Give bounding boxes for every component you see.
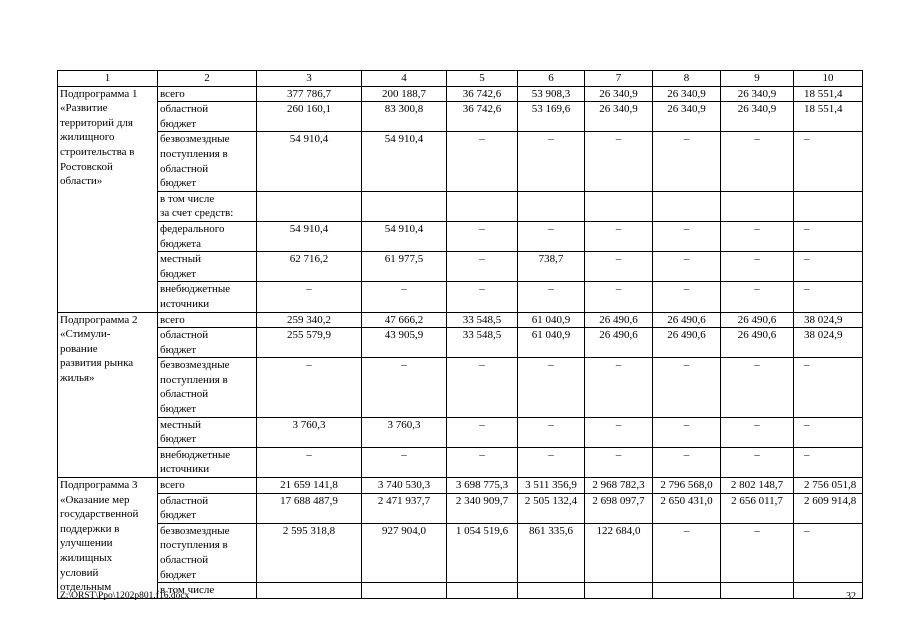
amount-cell: 861 335,6 xyxy=(518,523,585,582)
funding-source-line: внебюджетные xyxy=(160,448,231,461)
amount-cell: – xyxy=(585,447,653,477)
amount-cell: – xyxy=(721,447,794,477)
program-name-line: «Оказание мер xyxy=(60,493,130,506)
program-name-line: строительства в xyxy=(60,145,135,158)
funding-source-cell xyxy=(158,221,257,251)
amount-cell xyxy=(585,191,653,221)
amount-cell: 122 684,0 xyxy=(585,523,653,582)
table-row xyxy=(58,328,863,358)
amount-cell: 26 340,9 xyxy=(653,86,721,102)
table-row xyxy=(58,132,863,191)
amount-cell: – xyxy=(585,132,653,191)
amount-cell: 53 908,3 xyxy=(518,86,585,102)
amount-cell: 17 688 487,9 xyxy=(257,493,362,523)
amount-cell: – xyxy=(257,358,362,417)
amount-cell: 26 340,9 xyxy=(585,102,653,132)
amount-cell: – xyxy=(794,221,863,251)
amount-cell: – xyxy=(585,417,653,447)
program-name-line: области» xyxy=(60,175,103,188)
column-number: 7 xyxy=(585,71,653,87)
amount-cell: 26 340,9 xyxy=(721,86,794,102)
column-number: 2 xyxy=(158,71,257,87)
amount-cell xyxy=(257,191,362,221)
table-row xyxy=(58,191,863,221)
amount-cell: 2 595 318,8 xyxy=(257,523,362,582)
table-row xyxy=(58,312,863,328)
funding-source-line: поступления в xyxy=(160,373,228,386)
amount-cell: 26 490,6 xyxy=(585,312,653,328)
amount-cell: – xyxy=(653,417,721,447)
table-row xyxy=(58,493,863,523)
amount-cell: – xyxy=(721,358,794,417)
funding-source-line: безвозмездные xyxy=(160,524,230,537)
column-number: 1 xyxy=(58,71,158,87)
amount-cell: – xyxy=(362,282,447,312)
amount-cell: – xyxy=(794,132,863,191)
amount-cell: 54 910,4 xyxy=(257,132,362,191)
amount-cell: 26 490,6 xyxy=(653,328,721,358)
amount-cell: 33 548,5 xyxy=(447,328,518,358)
amount-cell: 3 760,3 xyxy=(257,417,362,447)
funding-source-line: бюджет xyxy=(160,177,196,190)
amount-cell: – xyxy=(585,282,653,312)
amount-cell: 21 659 141,8 xyxy=(257,478,362,494)
funding-source-cell xyxy=(158,478,257,494)
program-name-line: жилищных xyxy=(60,552,113,565)
amount-cell: 3 698 775,3 xyxy=(447,478,518,494)
amount-cell: 36 742,6 xyxy=(447,86,518,102)
funding-source-cell xyxy=(158,523,257,582)
program-name-line: «Стимули- xyxy=(60,328,111,341)
amount-cell xyxy=(447,583,518,599)
file-path-footer: Z:\ORST\Ppo\1202p801.f16.docx xyxy=(60,591,190,601)
amount-cell: 927 904,0 xyxy=(362,523,447,582)
funding-source-line: местный xyxy=(160,418,201,431)
budget-table xyxy=(57,70,863,599)
column-number: 4 xyxy=(362,71,447,87)
funding-source-line: безвозмездные xyxy=(160,359,230,372)
funding-source-line: всего xyxy=(160,87,185,100)
amount-cell: 61 040,9 xyxy=(518,312,585,328)
funding-source-cell xyxy=(158,447,257,477)
amount-cell: – xyxy=(447,132,518,191)
amount-cell: 54 910,4 xyxy=(362,132,447,191)
table-row xyxy=(58,417,863,447)
amount-cell: 2 609 914,8 xyxy=(794,493,863,523)
page-number: 32 xyxy=(846,591,856,602)
funding-source-line: областной xyxy=(160,494,209,507)
table-row xyxy=(58,358,863,417)
amount-cell: – xyxy=(447,221,518,251)
funding-source-line: источники xyxy=(160,463,210,476)
amount-cell: – xyxy=(794,252,863,282)
amount-cell: 2 505 132,4 xyxy=(518,493,585,523)
amount-cell: – xyxy=(653,523,721,582)
amount-cell: – xyxy=(794,447,863,477)
funding-source-line: федерального xyxy=(160,222,225,235)
program-name-line: жилья» xyxy=(60,371,95,384)
funding-source-cell xyxy=(158,86,257,102)
amount-cell: – xyxy=(518,132,585,191)
amount-cell: – xyxy=(653,221,721,251)
amount-cell: – xyxy=(518,417,585,447)
amount-cell: 26 490,6 xyxy=(721,312,794,328)
amount-cell: – xyxy=(794,282,863,312)
amount-cell: 3 740 530,3 xyxy=(362,478,447,494)
column-number: 3 xyxy=(257,71,362,87)
amount-cell: 1 054 519,6 xyxy=(447,523,518,582)
amount-cell: – xyxy=(447,447,518,477)
amount-cell: 18 551,4 xyxy=(794,102,863,132)
program-name-line: жилищного xyxy=(60,131,115,144)
amount-cell: 26 490,6 xyxy=(585,328,653,358)
amount-cell: – xyxy=(721,252,794,282)
funding-source-cell xyxy=(158,328,257,358)
table-row xyxy=(58,523,863,582)
amount-cell: 200 188,7 xyxy=(362,86,447,102)
table-row xyxy=(58,252,863,282)
program-name-cell xyxy=(58,312,158,478)
program-name-line: условий xyxy=(60,566,99,579)
program-name-line: Ростовской xyxy=(60,160,113,173)
funding-source-line: всего xyxy=(160,313,185,326)
amount-cell: – xyxy=(585,221,653,251)
amount-cell: 2 656 011,7 xyxy=(721,493,794,523)
amount-cell: 2 968 782,3 xyxy=(585,478,653,494)
amount-cell: 2 796 568,0 xyxy=(653,478,721,494)
amount-cell: – xyxy=(447,358,518,417)
amount-cell xyxy=(447,191,518,221)
column-number: 10 xyxy=(794,71,863,87)
funding-source-line: бюджет xyxy=(160,568,196,581)
amount-cell: – xyxy=(257,282,362,312)
funding-source-line: областной xyxy=(160,103,209,116)
amount-cell: 26 490,6 xyxy=(653,312,721,328)
amount-cell: – xyxy=(794,417,863,447)
funding-source-cell xyxy=(158,312,257,328)
amount-cell: 38 024,9 xyxy=(794,312,863,328)
amount-cell xyxy=(362,583,447,599)
amount-cell: 26 340,9 xyxy=(585,86,653,102)
amount-cell xyxy=(653,191,721,221)
program-name-line: поддержки в xyxy=(60,522,120,535)
funding-source-line: в том числе xyxy=(160,192,215,205)
program-name-line: улучшении xyxy=(60,537,113,550)
amount-cell: – xyxy=(447,282,518,312)
funding-source-line: бюджет xyxy=(160,117,196,130)
amount-cell: – xyxy=(653,358,721,417)
funding-source-line: поступления в xyxy=(160,539,228,552)
amount-cell: – xyxy=(794,523,863,582)
funding-source-cell xyxy=(158,191,257,221)
program-name-line: развития рынка xyxy=(60,357,134,370)
funding-source-cell xyxy=(158,252,257,282)
table-row xyxy=(58,86,863,102)
amount-cell: 61 977,5 xyxy=(362,252,447,282)
funding-source-cell xyxy=(158,282,257,312)
funding-source-line: областной xyxy=(160,388,209,401)
amount-cell: – xyxy=(447,252,518,282)
amount-cell: – xyxy=(518,221,585,251)
funding-source-line: бюджет xyxy=(160,403,196,416)
funding-source-line: источники xyxy=(160,297,210,310)
amount-cell: 2 802 148,7 xyxy=(721,478,794,494)
amount-cell xyxy=(794,191,863,221)
funding-source-line: за счет средств: xyxy=(160,207,234,220)
funding-source-cell xyxy=(158,358,257,417)
program-name-line: Подпрограмма 2 xyxy=(60,313,138,326)
amount-cell: – xyxy=(794,358,863,417)
amount-cell: 61 040,9 xyxy=(518,328,585,358)
amount-cell: 2 471 937,7 xyxy=(362,493,447,523)
amount-cell xyxy=(257,583,362,599)
column-number: 8 xyxy=(653,71,721,87)
amount-cell: 38 024,9 xyxy=(794,328,863,358)
program-name-line: Подпрограмма 1 xyxy=(60,87,138,100)
funding-source-cell xyxy=(158,417,257,447)
amount-cell: – xyxy=(362,358,447,417)
funding-source-line: бюджет xyxy=(160,433,196,446)
column-number: 6 xyxy=(518,71,585,87)
amount-cell: 260 160,1 xyxy=(257,102,362,132)
amount-cell: 36 742,6 xyxy=(447,102,518,132)
amount-cell: – xyxy=(653,132,721,191)
funding-source-line: бюджет xyxy=(160,267,196,280)
funding-source-line: бюджет xyxy=(160,343,196,356)
funding-source-line: поступления в xyxy=(160,147,228,160)
funding-source-line: бюджет xyxy=(160,509,196,522)
amount-cell: 3 760,3 xyxy=(362,417,447,447)
amount-cell: 62 716,2 xyxy=(257,252,362,282)
amount-cell: 2 698 097,7 xyxy=(585,493,653,523)
column-number: 9 xyxy=(721,71,794,87)
funding-source-line: в том числе xyxy=(160,584,215,597)
column-number: 5 xyxy=(447,71,518,87)
amount-cell: – xyxy=(518,282,585,312)
amount-cell: – xyxy=(653,447,721,477)
program-name-line: рование xyxy=(60,342,98,355)
amount-cell xyxy=(653,583,721,599)
amount-cell xyxy=(518,191,585,221)
funding-source-cell xyxy=(158,493,257,523)
amount-cell xyxy=(518,583,585,599)
amount-cell: 18 551,4 xyxy=(794,86,863,102)
funding-source-line: всего xyxy=(160,479,185,492)
amount-cell: – xyxy=(257,447,362,477)
program-name-line: территорий для xyxy=(60,116,133,129)
table-row xyxy=(58,221,863,251)
amount-cell: – xyxy=(721,221,794,251)
funding-source-line: областной xyxy=(160,162,209,175)
amount-cell: – xyxy=(721,282,794,312)
funding-source-cell xyxy=(158,132,257,191)
amount-cell: 33 548,5 xyxy=(447,312,518,328)
program-name-cell xyxy=(58,478,158,599)
funding-source-line: областной xyxy=(160,554,209,567)
amount-cell: 738,7 xyxy=(518,252,585,282)
amount-cell: 54 910,4 xyxy=(257,221,362,251)
table-row xyxy=(58,478,863,494)
amount-cell: 26 490,6 xyxy=(721,328,794,358)
amount-cell xyxy=(362,191,447,221)
amount-cell: 2 340 909,7 xyxy=(447,493,518,523)
amount-cell: – xyxy=(721,523,794,582)
amount-cell: 83 300,8 xyxy=(362,102,447,132)
amount-cell: – xyxy=(653,252,721,282)
amount-cell: 26 340,9 xyxy=(721,102,794,132)
amount-cell xyxy=(585,583,653,599)
amount-cell: 53 169,6 xyxy=(518,102,585,132)
program-name-line: отдельным xyxy=(60,581,112,594)
amount-cell: 2 756 051,8 xyxy=(794,478,863,494)
funding-source-line: внебюджетные xyxy=(160,283,231,296)
amount-cell: – xyxy=(447,417,518,447)
funding-source-cell xyxy=(158,102,257,132)
amount-cell: 255 579,9 xyxy=(257,328,362,358)
header-row xyxy=(58,71,863,87)
funding-source-line: бюджета xyxy=(160,237,202,250)
amount-cell: 259 340,2 xyxy=(257,312,362,328)
amount-cell: – xyxy=(721,132,794,191)
program-name-line: государственной xyxy=(60,508,139,521)
funding-source-line: местный xyxy=(160,253,201,266)
amount-cell: 377 786,7 xyxy=(257,86,362,102)
program-name-line: Подпрограмма 3 xyxy=(60,479,138,492)
amount-cell: 47 666,2 xyxy=(362,312,447,328)
funding-source-line: безвозмездные xyxy=(160,133,230,146)
amount-cell xyxy=(721,583,794,599)
amount-cell: 26 340,9 xyxy=(653,102,721,132)
amount-cell: 2 650 431,0 xyxy=(653,493,721,523)
amount-cell: 43 905,9 xyxy=(362,328,447,358)
amount-cell: – xyxy=(585,358,653,417)
amount-cell: – xyxy=(362,447,447,477)
amount-cell xyxy=(721,191,794,221)
funding-source-line: областной xyxy=(160,329,209,342)
amount-cell: – xyxy=(653,282,721,312)
amount-cell: 54 910,4 xyxy=(362,221,447,251)
table-row xyxy=(58,102,863,132)
amount-cell: 3 511 356,9 xyxy=(518,478,585,494)
program-name-line: «Развитие xyxy=(60,102,108,115)
table-row xyxy=(58,282,863,312)
amount-cell: – xyxy=(585,252,653,282)
table-row xyxy=(58,447,863,477)
program-name-cell xyxy=(58,86,158,312)
amount-cell: – xyxy=(518,358,585,417)
amount-cell: – xyxy=(518,447,585,477)
amount-cell: – xyxy=(721,417,794,447)
